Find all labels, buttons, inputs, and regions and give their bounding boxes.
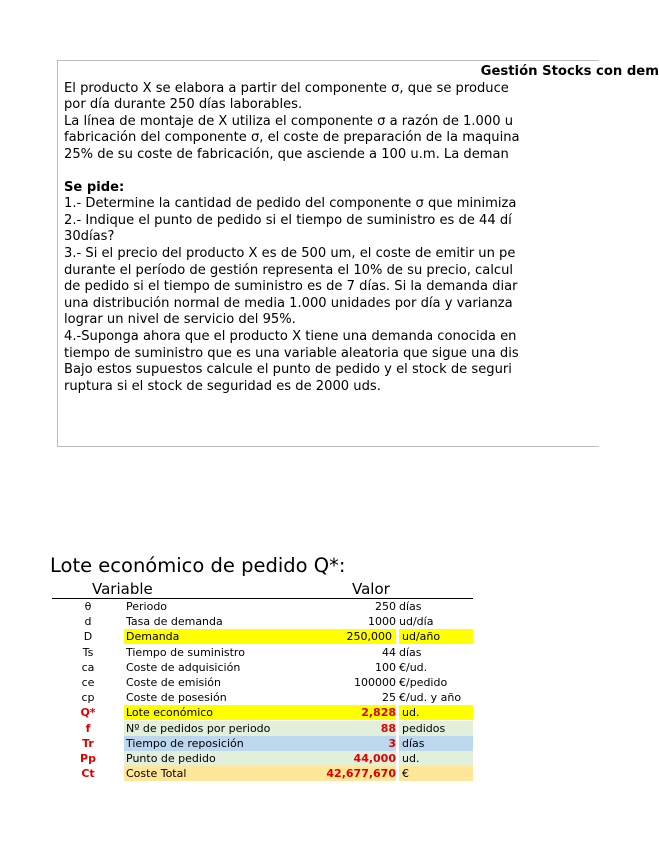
variable-symbol: d xyxy=(84,615,92,629)
problem-line: La línea de montaje de X utiliza el componente σ a razón de 1.000 u xyxy=(64,113,513,129)
variable-label: Periodo xyxy=(126,600,168,613)
problem-line: El producto X se elabora a partir del componente σ, que se produce xyxy=(64,80,509,96)
variable-unit: días xyxy=(399,645,422,659)
variable-label: Tiempo de suministro xyxy=(126,645,245,659)
variable-symbol: Pp xyxy=(80,751,96,765)
variable-value[interactable]: 2,828 xyxy=(314,705,396,720)
variable-label: Lote económico xyxy=(124,705,316,720)
variable-value[interactable]: 100000 xyxy=(354,675,396,689)
table-row xyxy=(52,721,473,736)
variable-symbol: ca xyxy=(81,660,95,674)
variable-label: Punto de pedido xyxy=(124,751,316,766)
variable-unit: días xyxy=(399,736,473,751)
se-pide-heading: Se pide: xyxy=(64,179,125,195)
table-row xyxy=(52,599,473,614)
problem-line: por día durante 250 días laborables. xyxy=(64,97,303,113)
variable-unit: días xyxy=(399,600,422,613)
table-row xyxy=(52,660,473,675)
variable-label: Demanda xyxy=(124,629,316,644)
table-row xyxy=(52,766,473,781)
variable-label: Coste de emisión xyxy=(126,675,221,689)
variable-value[interactable]: 44 xyxy=(382,645,396,659)
variable-label: Tasa de demanda xyxy=(126,615,223,629)
table-row xyxy=(52,690,473,705)
table-row xyxy=(52,751,473,766)
question-line: una distribución normal de media 1.000 unidades por día y varianza xyxy=(64,295,513,311)
question-line: durante el período de gestión representa el 10% de su precio, calcul xyxy=(64,262,514,278)
variable-unit: €/pedido xyxy=(399,675,448,689)
variable-label: Coste de adquisición xyxy=(126,660,241,674)
variable-value[interactable]: 88 xyxy=(314,721,396,736)
table-row xyxy=(52,614,473,629)
variables-table xyxy=(52,599,473,781)
question-line: ruptura si el stock de seguridad es de 2000 uds. xyxy=(64,378,381,394)
variable-symbol: Tr xyxy=(82,736,94,750)
question-line: 30días? xyxy=(64,229,115,245)
table-header xyxy=(52,580,473,599)
variable-symbol: Ts xyxy=(82,645,94,659)
variable-unit: ud. xyxy=(399,751,473,766)
variable-value[interactable]: 42,677,670 xyxy=(314,766,396,781)
variable-value[interactable]: 25 xyxy=(382,691,396,705)
variable-symbol: θ xyxy=(84,600,92,613)
question-line: lograr un nivel de servicio del 95%. xyxy=(64,312,296,328)
variable-value[interactable]: 250 xyxy=(375,600,396,613)
variable-unit: € xyxy=(399,766,473,781)
variable-value[interactable]: 1000 xyxy=(368,615,396,629)
variable-symbol: D xyxy=(83,630,93,644)
variable-label: Nº de pedidos por periodo xyxy=(124,721,316,736)
variable-unit: €/ud. xyxy=(399,660,428,674)
variable-unit: ud/año xyxy=(399,629,473,644)
question-line: de pedido si el tiempo de suministro es de 7 días. Si la demanda diar xyxy=(64,279,518,295)
variable-unit: pedidos xyxy=(399,721,473,736)
variable-unit: ud. xyxy=(399,705,473,720)
table-row xyxy=(52,705,473,720)
variable-unit: €/ud. y año xyxy=(399,691,462,705)
variable-unit: ud/día xyxy=(399,615,434,629)
table-row xyxy=(52,645,473,660)
variable-symbol: f xyxy=(85,721,91,735)
table-row xyxy=(52,736,473,751)
question-line: tiempo de suministro que es una variable aleatoria que sigue una dis xyxy=(64,345,519,361)
variable-label: Coste Total xyxy=(124,766,316,781)
question-line: 4.-Suponga ahora que el producto X tiene una demanda conocida en xyxy=(64,328,517,344)
column-header-variable: Variable xyxy=(92,580,153,598)
problem-textbox xyxy=(57,60,659,447)
variable-label: Coste de posesión xyxy=(126,691,227,705)
problem-line: fabricación del componente σ, el coste de preparación de la maquina xyxy=(64,130,520,146)
variable-value[interactable]: 44,000 xyxy=(314,751,396,766)
variable-value[interactable]: 3 xyxy=(314,736,396,751)
problem-line: 25% de su coste de fabricación, que asciende a 100 u.m. La deman xyxy=(64,146,509,162)
table-row xyxy=(52,675,473,690)
variable-label: Tiempo de reposición xyxy=(124,736,316,751)
variable-symbol: cp xyxy=(81,691,95,705)
question-line: 2.- Indique el punto de pedido si el tiempo de suministro es de 44 dí xyxy=(64,212,512,228)
question-line: Bajo estos supuestos calcule el punto de pedido y el stock de seguri xyxy=(64,362,512,378)
variable-symbol: ce xyxy=(81,675,95,689)
variable-symbol: Ct xyxy=(81,767,95,781)
question-line: 3.- Si el precio del producto X es de 500 um, el coste de emitir un pe xyxy=(64,245,516,261)
problem-title: Gestión Stocks con dem xyxy=(480,64,659,79)
question-line: 1.- Determine la cantidad de pedido del componente σ que minimiza xyxy=(64,196,517,212)
variable-symbol: Q* xyxy=(80,706,96,720)
column-header-valor: Valor xyxy=(352,580,390,598)
section-title: Lote económico de pedido Q*: xyxy=(50,554,346,577)
variable-value[interactable]: 100 xyxy=(375,660,396,674)
table-row xyxy=(52,629,473,644)
variable-value[interactable]: 250,000 xyxy=(314,629,396,644)
